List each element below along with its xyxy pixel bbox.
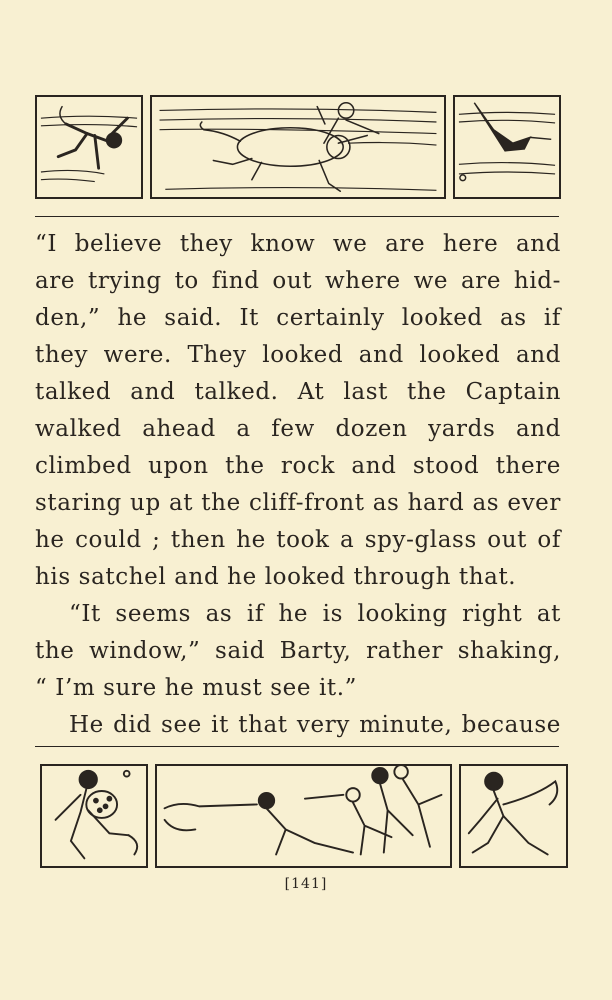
text-line: they were. They looked and looked and bbox=[35, 342, 561, 368]
monkeys-chase-panel bbox=[155, 764, 452, 868]
page-number: [141] bbox=[284, 876, 328, 892]
monkey-run-panel bbox=[459, 764, 568, 868]
monkey-tumbling-illustration bbox=[37, 97, 141, 197]
text-line: his satchel and he looked through that. bbox=[35, 564, 517, 590]
bottom-divider bbox=[35, 746, 559, 747]
bird-panel bbox=[453, 95, 561, 199]
text-line: talked and talked. At last the Captain bbox=[35, 379, 561, 405]
bird-flying-illustration bbox=[455, 97, 559, 197]
text-line: “It seems as if he is looking right at bbox=[69, 601, 561, 627]
text-line: he could ; then he took a spy-glass out of bbox=[35, 527, 561, 553]
monkey-bag-panel bbox=[40, 764, 148, 868]
text-line: “ I’m sure he must see it.” bbox=[35, 675, 358, 701]
text-line: climbed upon the rock and stood there bbox=[35, 453, 561, 479]
text-line: are trying to find out where we are hid- bbox=[35, 268, 561, 294]
monkey-running-illustration bbox=[461, 766, 566, 866]
text-line: He did see it that very minute, because bbox=[69, 712, 561, 738]
tumbling-monkey-panel bbox=[35, 95, 143, 199]
fairy-riding-lion-illustration bbox=[152, 97, 444, 197]
fairy-lion-panel bbox=[150, 95, 446, 199]
monkeys-chasing-illustration bbox=[157, 766, 450, 866]
text-line: walked ahead a few dozen yards and bbox=[35, 416, 561, 442]
text-line: staring up at the cliff-front as hard as ever bbox=[35, 490, 561, 516]
body-text bbox=[35, 226, 561, 744]
top-divider bbox=[35, 216, 559, 217]
text-line: the window,” said Barty, rather shaking, bbox=[35, 638, 561, 664]
text-line: den,” he said. It certainly looked as if bbox=[35, 305, 561, 331]
text-line: “I believe they know we are here and bbox=[35, 231, 561, 257]
monkey-carrying-bag-illustration bbox=[42, 766, 146, 866]
